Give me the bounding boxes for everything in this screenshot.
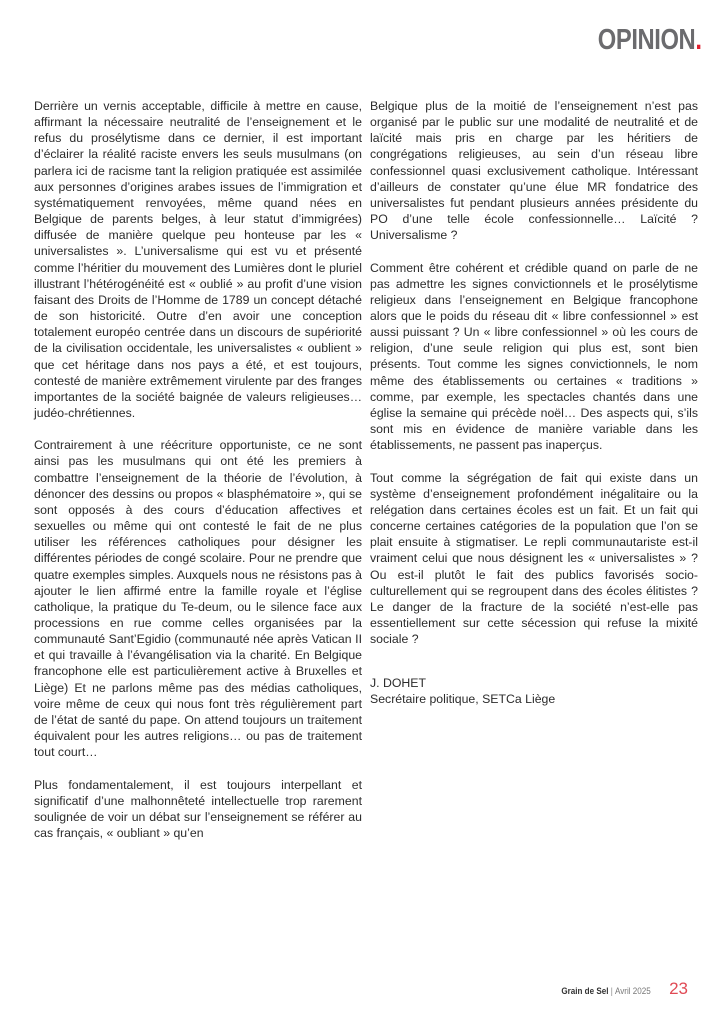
left-column [34,98,362,857]
issue-date: Avril 2025 [615,986,651,997]
author-role: Secrétaire politique, SETCa Liège [370,692,556,707]
section-title [598,24,702,57]
page-number: 23 [669,979,688,998]
paragraph: Contrairement à une réécriture opportuniste, ce ne sont ainsi pas les musulmans qui ont été les premiers à combattre l’enseignement de la théorie de l’évolution, à dénoncer des dessins ou propos « blasphématoire », qui se sont opposés à des cours d’éducation affectives et sexuelles ou même qui ont contesté le fait de ne plus utiliser les références catholiques pour désigner les différentes périodes de congé scolaire. Pour ne prendre que quatre exemples simples. Auxquels nous ne résistons pas à ajouter le lien affirmé entre la famille royale et l’église catholique, la pratique du Te-deum, ou le silence face aux processions en rue comme celles organisées par la communauté Sant’Egidio (communauté née après Vatican II et qui travaille à l’évangélisation via la charité. En Belgique francophone elle est particulièrement active à Bruxelles et Liège) Et ne parlons même pas des médias catholiques, voire même de ceux qui nous font très régulièrement part de l’état de santé du pape. On attend toujours un traitement équivalent pour les autres religions… ou pas de traitement tout court… [34,438,362,760]
publication-name: Grain de Sel [561,986,609,997]
author-name: J. DOHET [370,676,427,691]
paragraph: Belgique plus de la moitié de l’enseignement n’est pas organisé par le public sur une modalité de neutralité et de laïcité mais pris en charge par les héritiers de congrégations religieuses, au sein d’un réseau libre confessionnel quasi exclusivement catholique. Intéressant d’ailleurs de constater qu’une élue MR fondatrice des universalistes fut pendant plusieurs années présidente du PO d’une telle école confessionnelle… Laïcité ? Universalisme ? [370,99,698,243]
signature [370,675,698,707]
section-title-dot: . [695,24,702,56]
page-footer [553,979,688,999]
right-column [370,98,698,708]
paragraph: Plus fondamentalement, il est toujours interpellant et significatif d’une malhonnêteté intellectuelle trop rarement soulignée de voir un débat sur l’enseignement se référer au cas français, « oubliant » qu’en [34,777,362,840]
paragraph: Comment être cohérent et crédible quand on parle de ne pas admettre les signes convictionnels et le prosélytisme religieux dans l’enseignement en Belgique francophone alors que le poids du réseau dit « libre confessionnel » est aussi puissant ? Un « libre confessionnel » où les cours de religion, d’une seule religion qui plus est, sont bien présents. Tout comme les signes convictionnels, le nom même des établissements ou certaines « traditions » comme, par exemple, les spectacles chantés dans une église la semaine qui précède noël… Des aspects qui, s’ils sont mis en évidence de manière variable dans les établissements, ne passent pas inaperçus. [370,260,698,453]
paragraph: Tout comme la ségrégation de fait qui existe dans un système d’enseignement profondément inégalitaire ou la relégation dans certaines écoles est un fait. Et un fait qui concerne certaines catégories de la population que l’on se plait ensuite à stigmatiser. Le repli communautariste est-il vraiment celui que nous désignent les « universalistes » ? Ou est-il plutôt le fait des publics favorisés socio-culturellement qui se regroupent dans des écoles élitistes ? Le danger de la fracture de la société n’est-elle pas essentiellement sur cette sécession qui refuse la mixité sociale ? [370,470,698,647]
footer-separator: | [610,986,613,997]
section-title-text: OPINION [598,24,696,56]
paragraph: Derrière un vernis acceptable, difficile à mettre en cause, affirmant la nécessaire neutralité de l’enseignement et le refus du prosélytisme dans ce dernier, il est important d’éclairer la réalité raciste envers les seuls musulmans (on parlera ici de racisme tant la religion pratiquée est assimilée aux personnes d’origines arabes issues de l’immigration et systématiquement renvoyées, même quand nées en Belgique de parents belges, à leur statut d’immigrées) diffusée de manière quelque peu honteuse par les « universalistes ». L’universalisme qui est vu et présenté comme l’héritier du mouvement des Lumières dont le pluriel illustrant l’hétérogénéité est « oublié » au profit d’une vision faisant des Droits de l’Homme de 1789 un concept détaché de son historicité. Outre d’en avoir une conception totalement européo centrée dans un discours de supériorité de la civilisation occidentale, les universalistes « oublient » que cet héritage dans nos pays a été, et est toujours, contesté de manière extrêmement virulente par des franges importantes de la société baignée de valeurs religieuses… judéo-chrétiennes. [34,99,362,420]
